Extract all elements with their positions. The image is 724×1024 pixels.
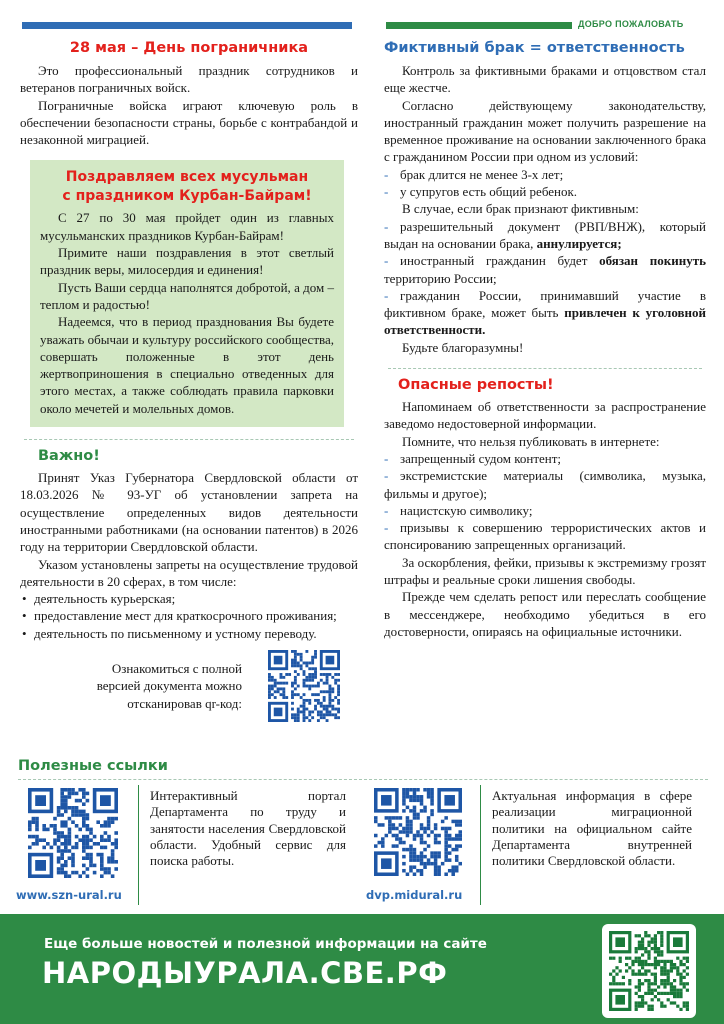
welcome-label: ДОБРО ПОЖАЛОВАТЬ <box>578 19 684 29</box>
reposts-paragraph: Прежде чем сделать репост или переслать сообщение в мессенджере, необходимо убедиться в его достоверности, опираясь на официальные источники. <box>384 589 706 639</box>
border-day-paragraph: Пограничные войска играют ключевую роль в обеспечении безопасности страны, борьбе с контрабандой и незаконной миграцией. <box>20 97 358 148</box>
border-day-paragraph: Это профессиональный праздник сотрудников и ветеранов пограничных войск. <box>20 63 358 96</box>
fictitious-marriage-title: Фиктивный брак = ответственность <box>384 40 685 56</box>
qr-caption: Ознакомиться с полной версией документа можно отсканировав qr-код: <box>96 661 242 711</box>
dvp-link[interactable]: dvp.midural.ru <box>366 888 463 902</box>
dangerous-reposts-title: Опасные репосты! <box>398 377 554 394</box>
forbidden-item: - запрещенный судом контент; <box>384 450 562 466</box>
kurban-paragraph: Примите наши поздравления в этот светлый праздник веры, милосердия и единения! <box>40 245 334 278</box>
border-day-title: 28 мая – День пограничника <box>69 40 309 56</box>
szn-link[interactable]: www.szn-ural.ru <box>16 888 122 902</box>
szn-qr-code-icon[interactable] <box>28 788 118 878</box>
important-paragraph: Принят Указ Губернатора Свердловской области от 18.03.2026 № 93-УГ об установлении запрета на осуществление определенных видов деятельности иностранными работниками (на основании патентов) в 2026 году на территории Свердловской области. <box>20 470 358 555</box>
condition-item: - брак длится не менее 3-х лет; <box>384 166 564 182</box>
kurban-bayram-box <box>30 160 344 427</box>
condition-item: - у супругов есть общий ребенок. <box>384 184 578 200</box>
important-title: Важно! <box>38 448 100 465</box>
footer-subtitle: Еще больше новостей и полезной информации на сайте <box>44 936 487 952</box>
consequence-item: - разрешительный документ (РВП/ВНЖ), который выдан на основании брака, аннулируется; <box>384 218 706 251</box>
important-list-item: • деятельность по письменному и устному переводу. <box>22 625 317 641</box>
footer-qr-code-icon[interactable] <box>602 924 696 1018</box>
kurban-paragraph: С 27 по 30 мая пройдет один из главных мусульманских праздников Курбан-Байрам! <box>40 210 334 243</box>
dvp-qr-code-icon[interactable] <box>374 788 462 876</box>
important-list-item: • деятельность курьерская; <box>22 591 176 607</box>
consequence-item: - иностранный гражданин будет обязан покинуть территорию России; <box>384 253 706 286</box>
kurban-paragraph: Надеемся, что в период празднования Вы будете уважать обычаи и культуру российского сообщества, совершать положенные в этот день жертвоприношения в специально отведенных для этого местах, а также соблюдать правила парковки около мечетей и молельных домов. <box>40 314 334 416</box>
top-bar-green <box>386 22 572 29</box>
important-list-item: • предоставление мест для краткосрочного проживания; <box>22 608 337 624</box>
reposts-paragraph: За оскорбления, фейки, призывы к экстремизму грозят штрафы и реальные сроки лишения свободы. <box>384 554 706 588</box>
fictitious-paragraph: Контроль за фиктивными браками и отцовством стал еще жестче. <box>384 63 706 96</box>
document-qr-row <box>20 650 358 722</box>
divider <box>18 779 708 780</box>
consequence-item: - гражданин России, принимавший участие в фиктивном браке, может быть привлечен к уголовной ответственности. <box>384 287 706 338</box>
forbidden-item: - нацистскую символику; <box>384 502 533 518</box>
kurban-paragraph: Пусть Ваши сердца наполнятся добротой, а дом – теплом и радостью! <box>40 279 334 312</box>
reposts-paragraph: Напоминаем об ответственности за распространение заведомо недостоверной информации. <box>384 399 706 432</box>
divider <box>24 439 354 440</box>
left-column <box>20 40 358 722</box>
footer-site-link[interactable]: НАРОДЫУРАЛА.СВЕ.РФ <box>42 956 448 990</box>
vertical-divider <box>480 785 481 905</box>
forbidden-item: - призывы к совершению террористических актов и спонсированию запрещенных организаций. <box>384 520 706 553</box>
top-bar-blue <box>22 22 352 29</box>
reposts-paragraph: Помните, что нельзя публиковать в интернете: <box>402 433 660 449</box>
right-column <box>384 40 706 640</box>
vertical-divider <box>138 785 139 905</box>
forbidden-item: - экстремистские материалы (символика, музыка, фильмы и другое); <box>384 468 706 501</box>
important-paragraph: Указом установлены запреты на осуществление трудовой деятельности в 20 сферах, в том числе: <box>20 556 358 589</box>
szn-description: Интерактивный портал Департамента по труду и занятости населения Свердловской области. Удобный сервис для поиска работы. <box>150 788 346 869</box>
fictitious-paragraph: В случае, если брак признают фиктивным: <box>402 201 639 217</box>
divider <box>388 368 702 369</box>
fictitious-paragraph: Будьте благоразумны! <box>402 339 524 355</box>
kurban-title: Поздравляем всех мусульман с праздником Курбан-Байрам! <box>62 169 312 205</box>
qr-code-icon[interactable] <box>268 650 340 722</box>
useful-links-title: Полезные ссылки <box>18 758 168 774</box>
fictitious-paragraph: Согласно действующему законодательству, иностранный гражданин может получить разрешение на временное проживание на основании заключенного брака с гражданином России при одном из условий: <box>384 97 706 165</box>
dvp-description: Актуальная информация в сфере реализации миграционной политики на официальном сайте Департамента внутренней политики Свердловской области. <box>492 788 692 869</box>
